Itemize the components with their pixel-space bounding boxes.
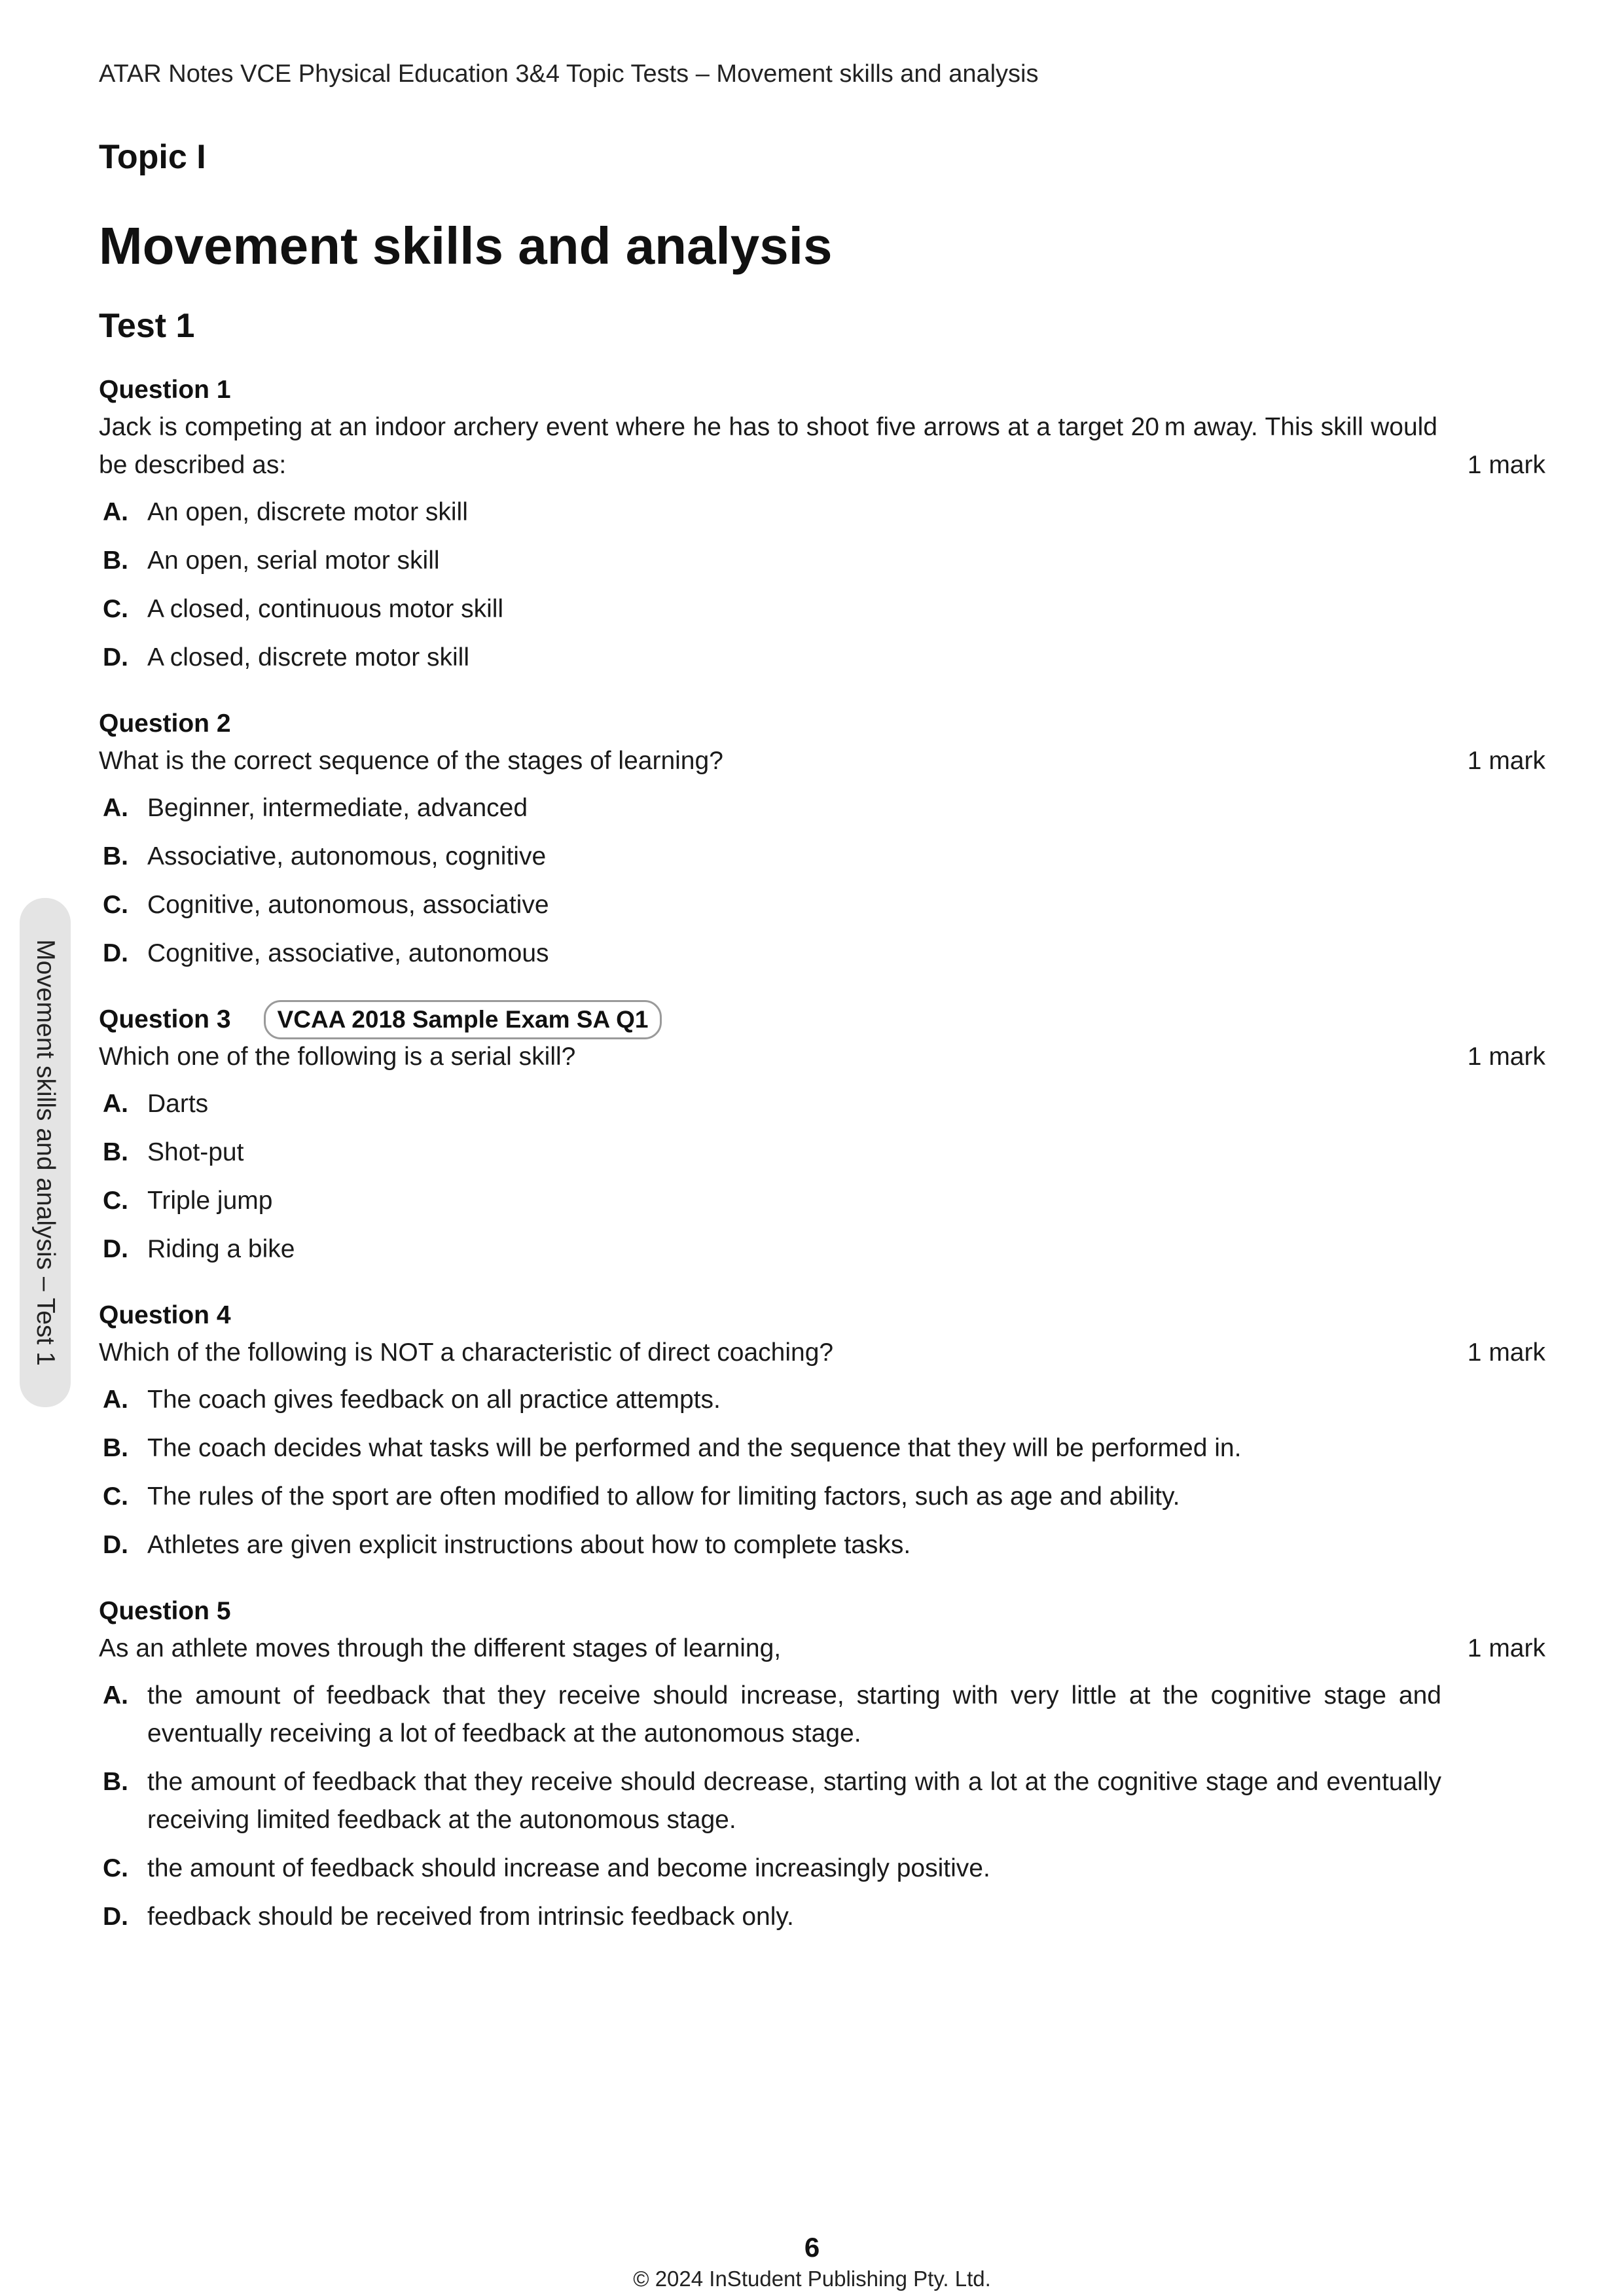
answer-option-d: [99, 1526, 1545, 1564]
option-text: Riding a bike: [147, 1235, 295, 1263]
topic-title: Movement skills and analysis: [99, 217, 833, 275]
option-letter: D.: [103, 643, 128, 672]
question-marks: 1 mark: [1467, 1043, 1545, 1071]
option-text: the amount of feedback that they receive should decrease, starting with a lot at the cognitive stage and eventually receiving limited feedback at the autonomous stage.: [147, 1768, 1441, 1834]
option-letter: C.: [103, 1187, 128, 1215]
answer-option-c: [99, 1850, 1545, 1888]
question-4: [99, 1297, 1545, 1564]
answer-options: [99, 493, 1545, 677]
option-letter: B.: [103, 1434, 128, 1462]
answer-options: [99, 789, 1545, 973]
answer-option-c: [99, 590, 1545, 628]
answer-option-d: [99, 639, 1545, 677]
answer-option-a: [99, 789, 1545, 827]
question-3: [99, 1001, 1545, 1268]
answer-option-d: [99, 1230, 1545, 1268]
option-letter: A.: [103, 1090, 128, 1118]
question-label: Question 4: [99, 1301, 231, 1329]
question-stem: Jack is competing at an indoor archery event where he has to shoot five arrows at a target 20 m away. This skill would be described as:: [99, 413, 1437, 479]
question-1: [99, 372, 1545, 677]
option-text: Shot-put: [147, 1138, 244, 1166]
option-letter: B.: [103, 547, 128, 575]
option-text: The coach gives feedback on all practice attempts.: [147, 1386, 721, 1414]
answer-option-a: [99, 1677, 1545, 1753]
option-text: feedback should be received from intrinsic feedback only.: [147, 1903, 794, 1931]
side-tab-label: Movement skills and analysis – Test 1: [31, 939, 60, 1366]
side-section-tab: [20, 898, 71, 1407]
answer-option-a: [99, 1085, 1545, 1123]
question-stem: Which of the following is NOT a characteristic of direct coaching?: [99, 1338, 834, 1367]
answer-option-a: [99, 1381, 1545, 1419]
question-stem-row: [99, 742, 1545, 780]
option-text: An open, serial motor skill: [147, 547, 440, 575]
answer-option-a: [99, 493, 1545, 531]
question-marks: 1 mark: [1467, 1634, 1545, 1662]
option-letter: A.: [103, 794, 128, 822]
option-letter: A.: [103, 1681, 128, 1710]
question-label: Question 1: [99, 376, 231, 404]
test-title: Test 1: [99, 307, 195, 345]
option-text: Associative, autonomous, cognitive: [147, 842, 547, 870]
option-letter: A.: [103, 498, 128, 526]
question-list: [99, 372, 1545, 1965]
answer-option-c: [99, 886, 1545, 924]
option-text: A closed, discrete motor skill: [147, 643, 470, 672]
question-5: [99, 1593, 1545, 1936]
answer-option-c: [99, 1478, 1545, 1516]
answer-options: [99, 1085, 1545, 1268]
question-stem-row: [99, 1038, 1545, 1076]
option-text: Triple jump: [147, 1187, 273, 1215]
question-stem: What is the correct sequence of the stages of learning?: [99, 747, 723, 775]
answer-option-b: [99, 1763, 1545, 1839]
option-letter: C.: [103, 891, 128, 919]
answer-options: [99, 1381, 1545, 1564]
option-letter: B.: [103, 842, 128, 870]
option-text: Cognitive, autonomous, associative: [147, 891, 549, 919]
option-letter: A.: [103, 1386, 128, 1414]
question-stem: As an athlete moves through the different stages of learning,: [99, 1634, 782, 1662]
question-stem: Which one of the following is a serial skill?: [99, 1043, 576, 1071]
copyright-notice: © 2024 InStudent Publishing Pty. Ltd.: [633, 2267, 991, 2291]
question-header: [99, 372, 1545, 408]
option-text: Beginner, intermediate, advanced: [147, 794, 528, 822]
running-header: ATAR Notes VCE Physical Education 3&4 Topic Tests – Movement skills and analysis: [99, 60, 1039, 88]
question-stem-row: [99, 1630, 1545, 1668]
option-text: The rules of the sport are often modified to allow for limiting factors, such as age and ability.: [147, 1482, 1180, 1511]
question-header: [99, 1297, 1545, 1334]
question-marks: 1 mark: [1467, 451, 1545, 479]
question-stem-row: [99, 1334, 1545, 1372]
question-header: [99, 1001, 1545, 1038]
option-text: the amount of feedback that they receive should increase, starting with very little at the cognitive stage and eventually receiving a lot of feedback at the autonomous stage.: [147, 1681, 1441, 1748]
option-letter: D.: [103, 1235, 128, 1263]
answer-option-b: [99, 1134, 1545, 1172]
option-letter: C.: [103, 1482, 128, 1511]
option-text: An open, discrete motor skill: [147, 498, 468, 526]
answer-option-c: [99, 1182, 1545, 1220]
option-text: Athletes are given explicit instructions about how to complete tasks.: [147, 1531, 911, 1559]
option-text: The coach decides what tasks will be performed and the sequence that they will be performed in.: [147, 1434, 1242, 1462]
option-text: Cognitive, associative, autonomous: [147, 939, 549, 967]
option-letter: C.: [103, 1854, 128, 1882]
question-source-badge: VCAA 2018 Sample Exam SA Q1: [264, 1000, 662, 1039]
option-letter: B.: [103, 1138, 128, 1166]
question-header: [99, 1593, 1545, 1630]
question-marks: 1 mark: [1467, 747, 1545, 775]
topic-label: Topic I: [99, 138, 206, 176]
answer-options: [99, 1677, 1545, 1936]
answer-option-b: [99, 1429, 1545, 1467]
option-text: Darts: [147, 1090, 209, 1118]
option-letter: D.: [103, 1531, 128, 1559]
option-text: the amount of feedback should increase and become increasingly positive.: [147, 1854, 990, 1882]
option-letter: D.: [103, 1903, 128, 1931]
answer-option-b: [99, 838, 1545, 876]
question-label: Question 2: [99, 709, 231, 738]
question-header: [99, 706, 1545, 742]
answer-option-b: [99, 542, 1545, 580]
question-marks: 1 mark: [1467, 1338, 1545, 1367]
question-stem-row: [99, 408, 1545, 484]
answer-option-d: [99, 935, 1545, 973]
option-text: A closed, continuous motor skill: [147, 595, 504, 623]
option-letter: C.: [103, 595, 128, 623]
question-label: Question 3: [99, 1005, 231, 1033]
page-number: 6: [804, 2232, 820, 2263]
question-label: Question 5: [99, 1597, 231, 1625]
question-2: [99, 706, 1545, 973]
option-letter: D.: [103, 939, 128, 967]
answer-option-d: [99, 1898, 1545, 1936]
option-letter: B.: [103, 1768, 128, 1796]
